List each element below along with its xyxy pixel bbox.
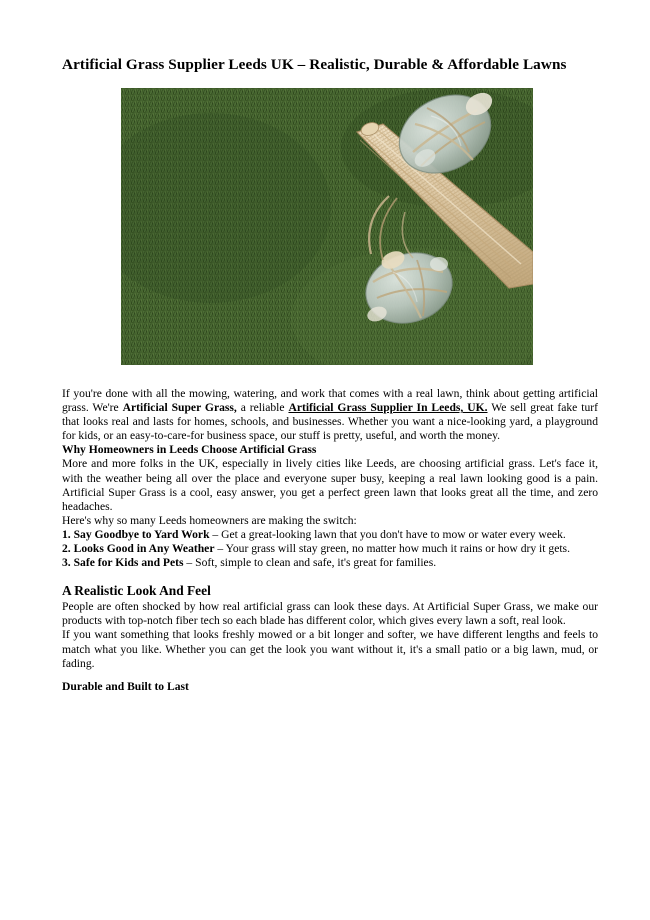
heading-durable-built-to-last: Durable and Built to Last [62,679,189,693]
article-body [62,387,598,694]
benefit-text-1: Get a great-looking lawn that you don't have to mow or water every week. [221,527,566,541]
heading-why-homeowners: Why Homeowners in Leeds Choose Artificial Grass [62,443,317,457]
benefit-dash-2: – [214,542,226,556]
benefit-dash-3: – [183,556,196,570]
hero-image-svg [121,88,533,365]
switch-lead-paragraph: Here's why so many Leeds homeowners are making the switch: [62,513,357,527]
benefit-item-2 [62,542,598,556]
benefit-text-3: Soft, simple to clean and safe, it's great for families. [195,556,437,570]
benefit-item-3 [62,556,598,570]
benefit-text-2: Your grass will stay green, no matter how much it rains or how dry it gets. [225,542,570,556]
intro-text-1: If you're done with all the mowing, watering, and work that comes with a real lawn, think about getting artificial grass. We're [62,387,598,415]
intro-text-3: We sell great fake turf that looks real and lasts for homes, schools, and businesses. Whether you want a nice-looking yard, a playground for kids, or an easy-to-care-for business space, our stuff is pretty, useful, and worth the money. [62,401,598,443]
benefit-dash-1: – [209,527,222,541]
benefit-item-1 [62,528,598,542]
hero-image-artificial-grass [121,88,533,365]
benefit-label-2: 2. Looks Good in Any Weather [62,542,215,556]
supplier-link[interactable]: Artificial Grass Supplier In Leeds, UK. [288,401,488,415]
page-title: Artificial Grass Supplier Leeds UK – Realistic, Durable & Affordable Lawns [62,56,567,73]
realistic-paragraph-2: If you want something that looks freshly mowed or a bit longer and softer, we have different lengths and feels to match what you like. Whether you can get the look you want without it, it's a small patio or a big lawn, mud, or fading. [62,628,598,670]
paragraph-spacer [62,671,598,680]
benefit-label-3: 3. Safe for Kids and Pets [62,556,184,570]
intro-paragraph [62,387,598,443]
realistic-paragraph-1: People are often shocked by how real artificial grass can look these days. At Artificial Super Grass, we make our products with top-notch fiber tech so each blade has different color, which gives every lawn a soft, real look. [62,600,598,628]
intro-text-2: a reliable [236,401,289,415]
why-homeowners-paragraph: More and more folks in the UK, especially in lively cities like Leeds, are choosing artificial grass. Let's face it, with the weather being all over the place and everyone super busy, keeping a real lawn looking good is a pain. Artificial Super Grass is a cool, easy answer, you get a perfect green lawn that looks great all the time, and zero headaches. [62,457,598,513]
benefit-label-1: 1. Say Goodbye to Yard Work [62,527,210,541]
brand-name: Artificial Super Grass, [122,401,237,415]
heading-realistic-look-and-feel: A Realistic Look And Feel [62,583,211,599]
